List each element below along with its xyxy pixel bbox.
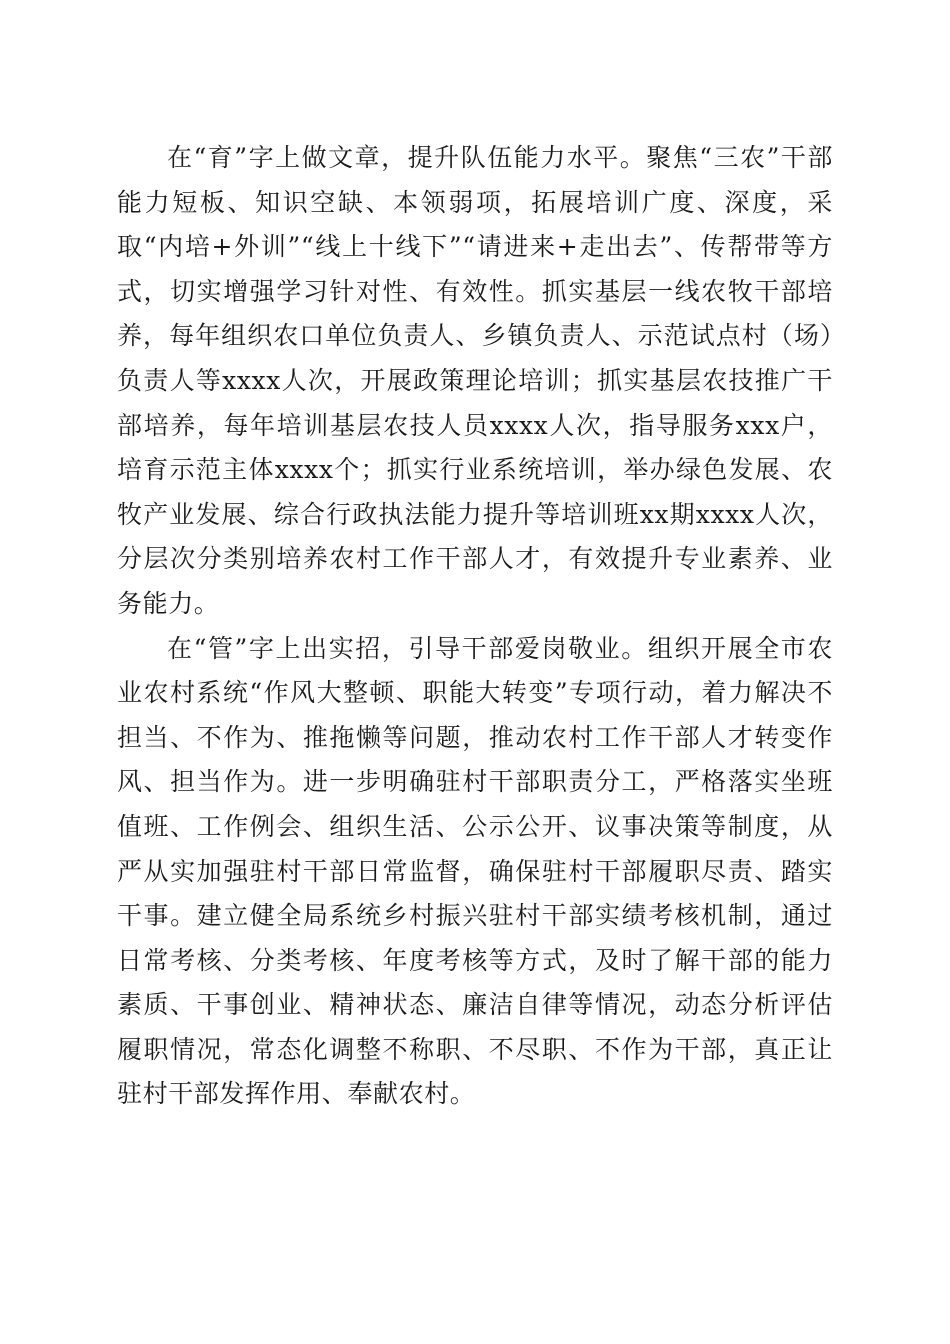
document-body — [117, 136, 833, 1117]
paragraph-training: 在“育”字上做文章，提升队伍能力水平。聚焦“三农”干部能力短板、知识空缺、本领弱项，拓展培训广度、深度，采取“内培+外训”“线上十线下”“请进来+走出去”、传帮带等方式，切实增强学习针对性、有效性。抓实基层一线农牧干部培养，每年组织农口单位负责人、乡镇负责人、示范试点村（场）负责人等xxxx人次，开展政策理论培训；抓实基层农技推广干部培养，每年培训基层农技人员xxxx人次，指导服务xxx户，培育示范主体xxxx个；抓实行业系统培训，举办绿色发展、农牧产业发展、综合行政执法能力提升等培训班xx期xxxx人次，分层次分类别培养农村工作干部人才，有效提升专业素养、业务能力。 — [117, 143, 833, 618]
paragraph-management: 在“管”字上出实招，引导干部爱岗敬业。组织开展全市农业农村系统“作风大整顿、职能大转变”专项行动，着力解决不担当、不作为、推拖懒等问题，推动农村工作干部人才转变作风、担当作为。进一步明确驻村干部职责分工，严格落实坐班值班、工作例会、组织生活、公示公开、议事决策等制度，从严从实加强驻村干部日常监督，确保驻村干部履职尽责、踏实干事。建立健全局系统乡村振兴驻村干部实绩考核机制，通过日常考核、分类考核、年度考核等方式，及时了解干部的能力素质、干事创业、精神状态、廉洁自律等情况，动态分析评估履职情况，常态化调整不称职、不尽职、不作为干部，真正让驻村干部发挥作用、奉献农村。 — [117, 633, 833, 1109]
